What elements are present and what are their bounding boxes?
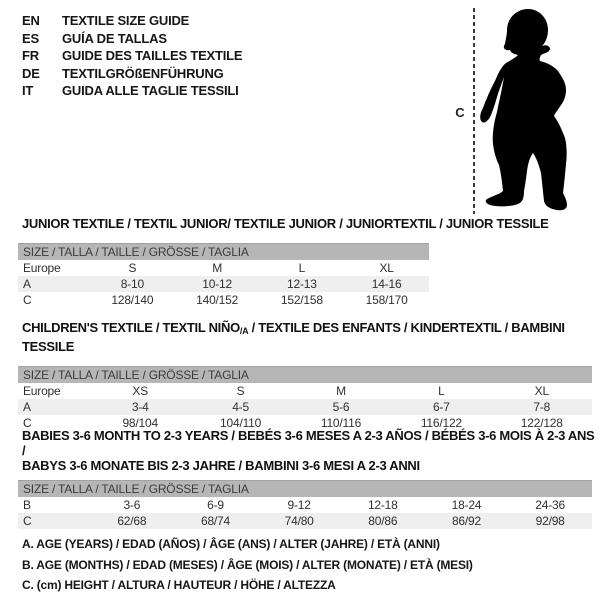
value-cell: 110/116 [320, 416, 362, 430]
size-cell: L [438, 384, 445, 398]
value-cell: 92/98 [535, 514, 565, 528]
size-cell: XL [534, 384, 549, 398]
value-cell: 6-7 [432, 400, 450, 414]
toddler-silhouette-icon [466, 5, 586, 215]
language-title-block [22, 12, 242, 100]
title-text: / TEXTILE DES ENFANTS / KINDERTEXTIL / BAMBINI TESSILE [22, 320, 565, 354]
junior-size-table [18, 260, 429, 308]
lang-code: FR [22, 48, 39, 63]
table-row [18, 292, 429, 308]
value-cell: 86/92 [451, 514, 481, 528]
value-cell: 3-6 [123, 498, 141, 512]
value-cell: 3-4 [131, 400, 149, 414]
size-cell: S [128, 261, 137, 275]
value-cell: 12-13 [287, 277, 317, 291]
value-cell: 80/86 [368, 514, 398, 528]
value-cell: 8-10 [120, 277, 144, 291]
footnote-b: B. AGE (MONTHS) / EDAD (MESES) / ÂGE (MOIS) / ALTER (MONATE) / ETÀ (MESI) [22, 557, 473, 572]
value-cell: 104/110 [220, 416, 262, 430]
value-cell: 4-5 [232, 400, 249, 414]
lang-code: EN [22, 13, 40, 28]
lang-row-fr [22, 47, 242, 65]
table-row [18, 260, 429, 276]
childrens-textile-section [18, 320, 600, 431]
value-cell: 24-36 [535, 498, 565, 512]
lang-code: DE [22, 65, 40, 81]
size-cell: XL [379, 261, 394, 275]
footnote-c: C. (cm) HEIGHT / ALTURA / HAUTEUR / HÖHE / ALTEZZA [22, 578, 336, 592]
row-label-cell: A [23, 277, 31, 291]
size-header-bar: SIZE / TALLA / TAILLE / GRÖSSE / TAGLIA [18, 366, 592, 383]
junior-textile-section [18, 216, 549, 308]
table-row [18, 276, 429, 292]
size-header-bar: SIZE / TALLA / TAILLE / GRÖSSE / TAGLIA [18, 243, 429, 260]
table-row [18, 497, 592, 513]
size-header-bar: SIZE / TALLA / TAILLE / GRÖSSE / TAGLIA [18, 480, 592, 497]
size-cell: XS [132, 384, 148, 398]
value-cell: 5-6 [332, 400, 350, 414]
table-row [18, 513, 592, 529]
lang-label: TEXTILGRÖßENFÜHRUNG [62, 65, 224, 81]
lang-row-en [22, 12, 242, 30]
value-cell: 98/104 [122, 416, 158, 430]
lang-row-de [22, 65, 242, 83]
height-measure-figure [452, 5, 587, 217]
value-cell: 10-12 [202, 277, 232, 291]
value-cell: 12-18 [367, 498, 398, 512]
value-cell: 18-24 [451, 498, 482, 512]
value-cell: 14-16 [371, 277, 402, 291]
babies-table-title-line1: BABIES 3-6 MONTH TO 2-3 YEARS / BEBÉS 3-6 MESES A 2-3 AÑOS / BÉBÉS 3-6 MOIS À 2-3 ANS / [22, 428, 595, 458]
size-cell: L [298, 261, 306, 275]
value-cell: 7-8 [533, 400, 551, 414]
row-label-cell: A [23, 400, 31, 414]
footnote-legend [22, 534, 473, 596]
value-cell: 116/122 [420, 416, 462, 430]
value-cell: 158/170 [365, 293, 408, 307]
childrens-table-title [18, 320, 600, 354]
size-cell: M [336, 384, 346, 398]
childrens-size-table [18, 383, 592, 431]
value-cell: 122/128 [520, 416, 563, 430]
row-label-cell: C [23, 416, 32, 430]
value-cell: 152/158 [280, 293, 323, 307]
table-row [18, 399, 592, 415]
babies-size-table [18, 497, 592, 529]
value-cell: 62/68 [117, 514, 147, 528]
footnote-a: A. AGE (YEARS) / EDAD (AÑOS) / ÂGE (ANS) / ALTER (JAHRE) / ETÀ (ANNI) [22, 537, 440, 551]
value-cell: 68/74 [200, 514, 230, 528]
value-cell: 9-12 [287, 498, 311, 512]
value-cell: 140/152 [196, 293, 239, 307]
babies-table-title-line2: BABYS 3-6 MONATE BIS 2-3 JAHRE / BAMBINI 3-6 MESI A 2-3 ANNI [22, 458, 420, 473]
table-row [18, 383, 592, 399]
height-measure-label: C [455, 105, 465, 120]
row-label-cell: Europe [23, 261, 61, 275]
row-label-cell: C [23, 514, 32, 528]
babies-textile-section [18, 428, 600, 529]
lang-row-es [22, 30, 242, 48]
lang-label: GUIDA ALLE TAGLIE TESSILI [62, 83, 239, 98]
row-label-cell: Europe [23, 384, 61, 398]
row-label-cell: B [23, 498, 31, 512]
lang-label: GUÍA DE TALLAS [62, 30, 167, 46]
size-cell: S [236, 384, 245, 398]
size-cell: M [212, 261, 223, 275]
value-cell: 6-9 [207, 498, 224, 512]
lang-label: GUIDE DES TAILLES TEXTILE [62, 48, 243, 63]
value-cell: 74/80 [284, 514, 314, 528]
title-text: CHILDREN'S TEXTILE / TEXTIL NIÑO [22, 320, 240, 335]
row-label-cell: C [23, 293, 32, 307]
lang-code: ES [22, 30, 39, 46]
lang-label: TEXTILE SIZE GUIDE [62, 13, 190, 28]
lang-row-it [22, 82, 242, 100]
lang-code: IT [22, 83, 34, 98]
value-cell: 128/140 [111, 293, 154, 307]
title-subscript: /A [239, 326, 249, 336]
junior-table-title: JUNIOR TEXTILE / TEXTIL JUNIOR/ TEXTILE JUNIOR / JUNIORTEXTIL / JUNIOR TESSILE [22, 216, 549, 231]
